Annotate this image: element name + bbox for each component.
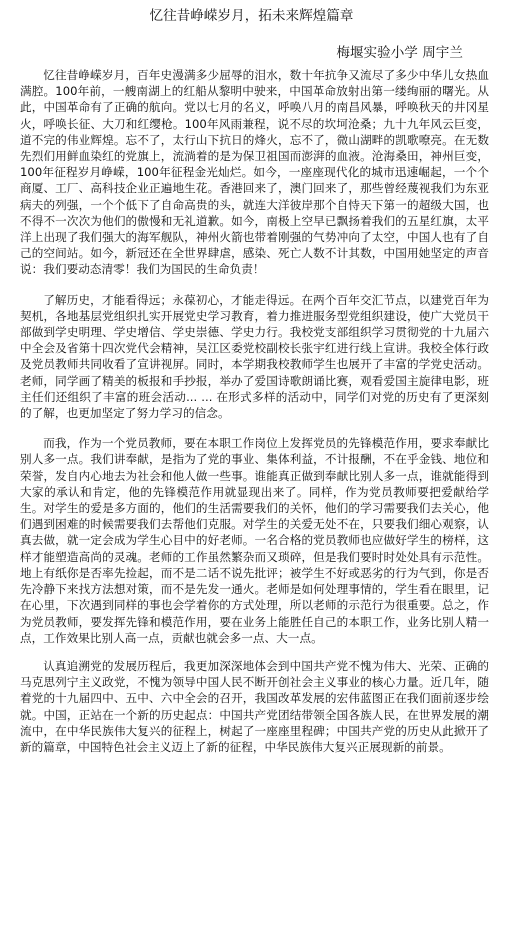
paragraph-history: 忆往昔峥嵘岁月，百年史漫满多少屈辱的泪水，数十年抗争又流尽了多少中华儿女热血满腔。100年前，一艘南湖上的红船从黎明中驶来，中国革命放射出第一缕绚丽的曙光。从此，中国革命有了正确的航向。党以七月的名义，呼唤八月的南昌风暴，呼唤秋天的井冈星火，呼唤长征、大刀和红缨枪。100年风雨兼程，说不尽的坎坷沧桑；九十九年风云巨变，道不完的伟业辉煌。忘不了，太行山下抗日的烽火，忘不了，微山湖畔的凯歌嘹亮。在无数先烈们用鲜血染红的党旗上，流淌着的是为保卫祖国而澎湃的血液。沧海桑田，神州巨变，100年征程岁月峥嵘，100年征程金光灿烂。如今，一座座现代化的城市迅速崛起，一个个商厦、工厂、高科技企业正遍地生花。香港回来了，澳门回来了，那些曾经蔑视我们为东亚病夫的列强，一个个低下了自命高贵的头，就连大洋彼岸那个自恃天下第一的超级大国，也不得不一次次为他们的傲慢和无礼道歉。如今，南极上空早已飘扬着我们的五星红旗，太平洋上出现了我们强大的海军舰队，神州火箭也带着刚强的气势冲向了太空，中国人也有了自己的空间站。如今，新冠还在全世界肆虐，感染、死亡人数不计其数，中国用她坚定的声音说：我们要动态清零！我们为国民的生命负责！ [20,68,489,277]
paragraph-teacher-role: 而我，作为一个党员教师，要在本职工作岗位上发挥党员的先锋模范作用，要求奉献比别人多一点。我们讲奉献，是指为了党的事业、集体利益，不计报酬，不在乎金钱、地位和荣誉，发自内心地去为社会和他人做一些事。谁能真正做到奉献比别人多一点，谁就能得到大家的承认和肯定，他的先锋模范作用就显现出来了。同样，作为党员教师要把爱献给学生。对学生的爱是多方面的，他们的生活需要我们的关怀，他们的学习需要我们去关心，他们遇到困难的时候需要我们去帮他们克服。对学生的关爱无处不在，只要我们细心观察，认真去做，就一定会成为学生心目中的好老师。一名合格的党员教师也应做好学生的榜样，这样才能塑造高尚的灵魂。老师的工作虽然繁杂而又琐碎，但是我们要时时处处具有示范性。地上有纸你是否率先捡起，而不是二话不说先批评；被学生不好或恶劣的行为气到，你是否先冷静下来找方法想对策，而不是先发一通火。老师是如何处理事情的，学生看在眼里，记在心里，下次遇到同样的事也会学着你的方式处理，所以老师的示范行为很重要。总之，作为党员教师，要发挥先锋和模范作用，要在业务上能胜任自己的本职工作，业务比别人精一点，工作效果比别人高一点，贡献也就会多一点、大一点。 [20,436,489,645]
paragraph-conclusion: 认真追溯党的发展历程后，我更加深深地体会到中国共产党不愧为伟大、光荣、正确的马克思列宁主义政党，不愧为领导中国人民不断开创社会主义事业的核心力量。近几年，随着党的十九届四中、五中、六中全会的召开，我国改革发展的宏伟蓝图正在我们面前逐步绘就。中国，正站在一个新的历史起点：中国共产党团结带领全国各族人民，在世界发展的潮流中，在中华民族伟大复兴的征程上，树起了一座座里程碑；中国共产党的历史从此掀开了新的篇章，中国特色社会主义迈上了新的征程，中华民族伟大复兴正展现新的前景。 [20,658,489,754]
paragraph-spacer [20,421,489,435]
paragraph-spacer [20,646,489,658]
document-author: 梅堰实验小学 周宇兰 [336,45,463,61]
document-title: 忆往昔峥嵘岁月，拓未来辉煌篇章 [149,8,354,24]
paragraph-learning: 了解历史，才能看得远；永葆初心，才能走得远。在两个百年交汇节点，以建党百年为契机，各地基层党组织扎实开展党史学习教育，着力推进服务型党组织建设，使广大党员干部做到学史明理、学史增信、学史崇德、学史力行。我校党支部组织学习贯彻党的十九届六中全会及省第十四次党代会精神，吴江区委党校副校长张宇红进行线上宣讲。我校全体行政及党员教师共同收看了宣讲视屏。同时，本学期我校教师学生也展开了丰富的学党史活动。老师，同学画了精美的板报和手抄报，举办了爱国诗歌朗诵比赛，观看爱国主旋律电影，班主任们还组织了丰富的班会活动... ... 在形式多样的活动中，同学们对党的历史有了更深刻的了解，也更加坚定了努力学习的信念。 [20,292,489,421]
paragraph-spacer [20,278,489,292]
